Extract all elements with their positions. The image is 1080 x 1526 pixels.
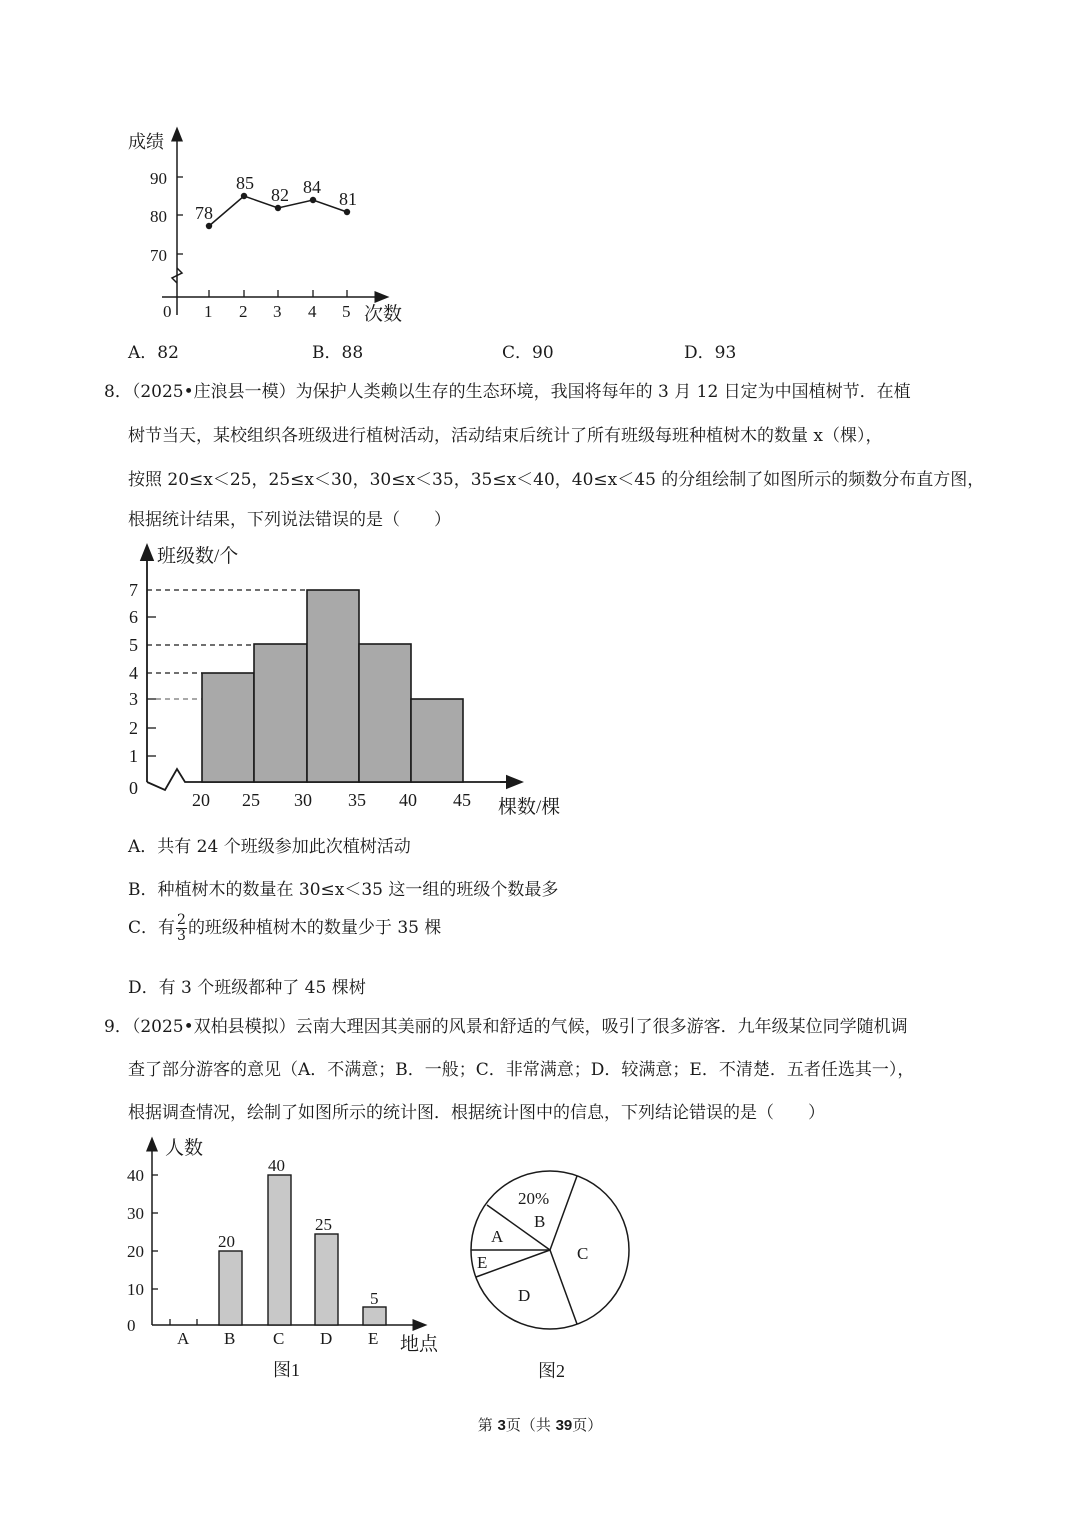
q7-line-chart [110,120,430,335]
fraction-numerator: 2 [177,912,186,928]
q9-bar-chart [115,1130,455,1390]
x-tick: B [224,1329,236,1348]
pie-label: B [534,1212,546,1231]
y-tick: 80 [150,207,167,226]
current-page: 3 [497,1417,506,1434]
option-text: 93 [714,343,737,363]
q8-line-2: 树节当天，某校组织各班级进行植树活动，活动结束后统计了所有班级每班种植树木的数量 x（棵）， [128,426,883,446]
q8-line-3: 按照 20≤x＜25，25≤x＜30，30≤x＜35，35≤x＜40，40≤x＜45 的分组绘制了如图所示的频数分布直方图， [128,470,985,490]
y-axis-label: 人数 [165,1138,204,1159]
fraction [176,913,187,944]
x-tick: 0 [163,302,172,321]
y-tick: 10 [127,1280,144,1299]
figure-caption: 图2 [538,1361,565,1381]
y-tick: 0 [129,778,138,798]
option-letter: B． [128,880,158,900]
option-letter: A． [128,343,158,363]
y-tick: 4 [129,663,138,683]
bar-30-35 [307,590,359,782]
y-tick: 6 [129,607,138,627]
q8-option-a[interactable] [128,832,411,857]
x-tick: 4 [308,302,317,321]
x-axis-label: 棵数/棵 [498,797,561,818]
y-tick: 3 [129,689,138,709]
y-axis-label: 成绩 [128,132,164,152]
bar-25-30 [254,644,307,782]
footer-middle: 页（共 [505,1416,556,1434]
fraction-denominator: 3 [177,928,186,944]
q9-line-2: 查了部分游客的意见（A．不满意；B．一般；C．非常满意；D．较满意；E．不清楚．五者任选其一）， [128,1060,915,1080]
y-tick: 90 [150,169,167,188]
option-letter: D． [684,343,715,363]
data-label: 78 [195,203,213,223]
y-tick: 40 [127,1166,144,1185]
x-tick: 20 [192,790,210,810]
q9-pie-chart [460,1160,640,1390]
q7-option-a[interactable] [128,338,179,363]
bar-c [268,1175,291,1325]
data-label: 20 [218,1232,235,1251]
option-text: 种植树木的数量在 30≤x＜35 这一组的班级个数最多 [157,880,559,900]
pie-label: E [477,1253,488,1272]
total-pages: 39 [555,1417,573,1434]
option-text: 88 [341,343,364,363]
option-letter: A． [128,837,158,857]
x-axis-label: 地点 [400,1334,439,1355]
pie-annotation: 20% [518,1189,550,1208]
bar-e [363,1307,386,1325]
data-label: 5 [370,1289,379,1308]
bar-40-45 [411,699,463,782]
option-letter: D． [128,978,159,998]
bar-d [315,1234,338,1325]
option-letter: B． [312,343,342,363]
q8-option-b[interactable] [128,875,558,900]
q8-histogram [120,540,580,825]
bar-b [219,1251,242,1325]
y-tick: 20 [127,1242,144,1261]
x-tick: A [177,1329,190,1348]
y-tick: 5 [129,635,138,655]
x-tick: 2 [239,302,248,321]
option-text: 有 3 个班级都种了 45 棵树 [158,978,366,998]
option-letter: C． [128,918,159,938]
data-label: 82 [271,185,289,205]
data-label: 85 [236,173,254,193]
option-text: 90 [532,343,554,363]
bar-20-25 [202,673,254,782]
pie-label: D [518,1286,531,1305]
y-tick: 30 [127,1204,144,1223]
footer-prefix: 第 [477,1416,498,1434]
q9-line-1: 9．（2025•双柏县模拟）云南大理因其美丽的风景和舒适的气候，吸引了很多游客．九年级某位同学随机调 [104,1017,908,1037]
y-tick: 0 [127,1316,136,1335]
q8-option-d[interactable] [128,973,366,998]
x-tick: 35 [348,790,366,810]
option-pre: 有 [158,918,176,938]
option-letter: C． [502,343,533,363]
option-text: 的班级种植树木的数量少于 35 棵 [187,918,442,938]
q8-line-4: 根据统计结果，下列说法错误的是（ ） [128,510,451,530]
q7-option-b[interactable] [312,338,363,363]
x-tick: 5 [342,302,351,321]
y-tick: 70 [150,246,167,265]
q7-option-c[interactable] [502,338,554,363]
data-label: 40 [268,1156,285,1175]
q9-line-3: 根据调查情况，绘制了如图所示的统计图．根据统计图中的信息，下列结论错误的是（ ） [128,1103,825,1123]
x-tick: 3 [273,302,282,321]
x-tick: 45 [453,790,471,810]
q7-option-d[interactable] [684,338,736,363]
data-label: 25 [315,1215,332,1234]
q8-option-c[interactable] [128,913,441,944]
y-axis-label: 班级数/个 [157,546,239,567]
bar-35-40 [359,644,411,782]
x-tick: 1 [204,302,213,321]
figure-caption: 图1 [273,1360,300,1380]
x-axis-label: 次数 [364,304,403,325]
option-text: 共有 24 个班级参加此次植树活动 [157,837,411,857]
x-tick: E [368,1329,379,1348]
q8-line-1: 8．（2025•庄浪县一模）为保护人类赖以生存的生态环境，我国将每年的 3 月 12 日定为中国植树节．在植 [104,382,911,402]
option-text: 82 [157,343,179,363]
x-tick: 30 [294,790,312,810]
footer-suffix: 页） [572,1416,603,1434]
y-tick: 1 [129,746,138,766]
data-label: 81 [339,189,357,209]
x-tick: C [273,1329,285,1348]
y-tick: 2 [129,718,138,738]
page-footer [0,1414,1080,1435]
pie-label: C [577,1244,589,1263]
x-tick: D [320,1329,333,1348]
y-tick: 7 [129,580,138,600]
x-tick: 25 [242,790,260,810]
data-label: 84 [303,177,321,197]
pie-label: A [491,1227,504,1246]
x-tick: 40 [399,790,417,810]
